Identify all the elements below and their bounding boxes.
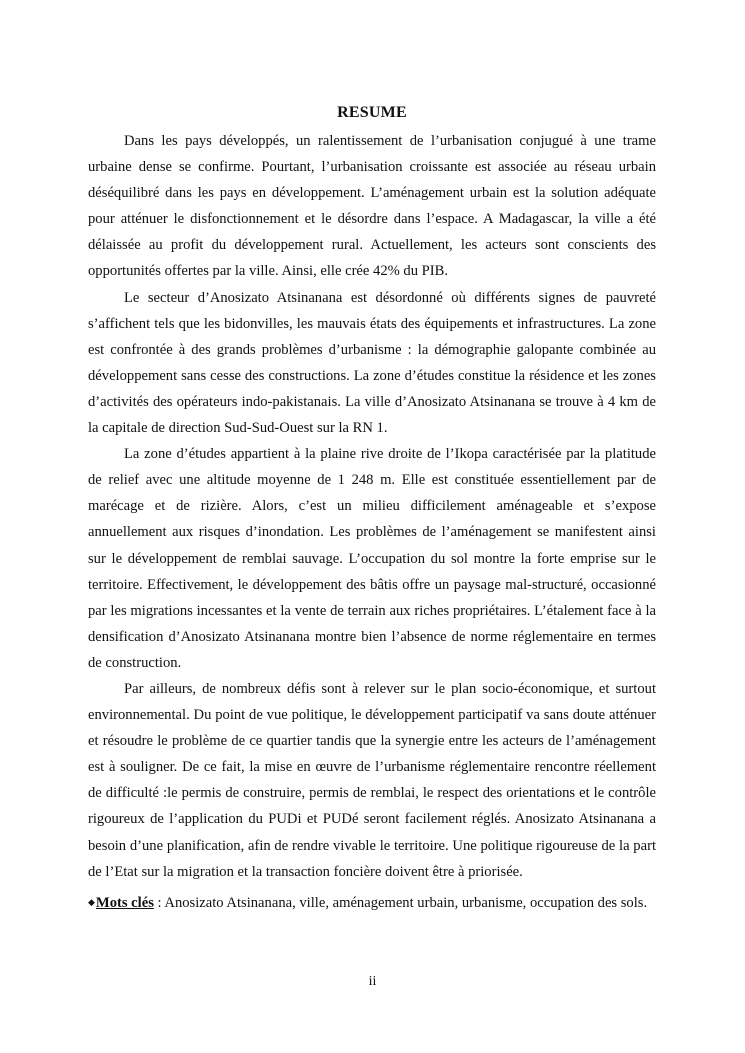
paragraph-3: La zone d’études appartient à la plaine rive droite de l’Ikopa caractérisée par la platitude de relief avec une altitude moyenne de 1 248 m. Elle est constituée essentiellement par de marécage et de rizière. Alors, c’est un milieu difficilement aménageable et s’expose annuellement aux risques d’inondation. Les problèmes de l’aménagement se manifestent ainsi sur le développement de remblai sauvage. L’occupation du sol montre la forte emprise sur le territoire. Effectivement, le développement des bâtis offre un paysage mal-structuré, occasionné par les migrations incessantes et la vente de terrain aux riches propriétaires. L’étalement face à la densification d’Anosizato Atsinanana montre bien l’absence de norme réglementaire en termes de construction. xyxy=(88,446,656,671)
page-number: ii xyxy=(368,974,377,989)
paragraph-1: Dans les pays développés, un ralentissement de l’urbanisation conjugué à une trame urbaine dense se confirme. Pourtant, l’urbanisation croissante est associée au réseau urbain déséquilibré dans les pays en développement. L’aménagement urbain est la solution adéquate pour atténuer le disfonctionnement et le désordre dans l’espace. A Madagascar, la ville a été délaissée au profit du développement rural. Actuellement, les acteurs sont conscients des opportunités offertes par la ville. Ainsi, elle crée 42% du PIB. xyxy=(88,133,656,280)
paragraph-2: Le secteur d’Anosizato Atsinanana est désordonné où différents signes de pauvreté s’affichent tels que les bidonvilles, les mauvais états des équipements et infrastructures. La zone est confrontée à des grands problèmes d’urbanisme : la démographie galopante combinée au développement sans cesse des constructions. La zone d’études constitue la résidence et les zones d’activités des opérateurs indo-pakistanais. La ville d’Anosizato Atsinanana se trouve à 4 km de la capitale de direction Sud-Sud-Ouest sur la RN 1. xyxy=(88,289,656,437)
keywords-text: : Anosizato Atsinanana, ville, aménagement urbain, urbanisme, occupation des sols. xyxy=(153,894,648,911)
keywords-label: Mots clés xyxy=(95,894,154,911)
page-title: RESUME xyxy=(337,104,407,121)
diamond-bullet-icon: ◆ xyxy=(88,896,95,907)
document-page xyxy=(88,104,656,916)
paragraph-4: Par ailleurs, de nombreux défis sont à relever sur le plan socio-économique, et surtout environnemental. Du point de vue politique, le développement participatif va sans doute atténuer et résoudre le problème de ce quartier tandis que la synergie entre les acteurs de l’aménagement est à souligner. De ce fait, la mise en œuvre de l’urbanisme réglementaire rencontre réellement de difficulté :le permis de construire, permis de remblai, le respect des orientations et le contrôle rigoureux de l’application du PUDi et PUDé seront facilement réglés. Anosizato Atsinanana a besoin d’une planification, afin de rendre vivable le territoire. Une politique rigoureuse de la part de l’Etat sur la migration et la transaction foncière doivent être à priorisée. xyxy=(88,680,656,880)
keywords-line xyxy=(88,889,656,916)
